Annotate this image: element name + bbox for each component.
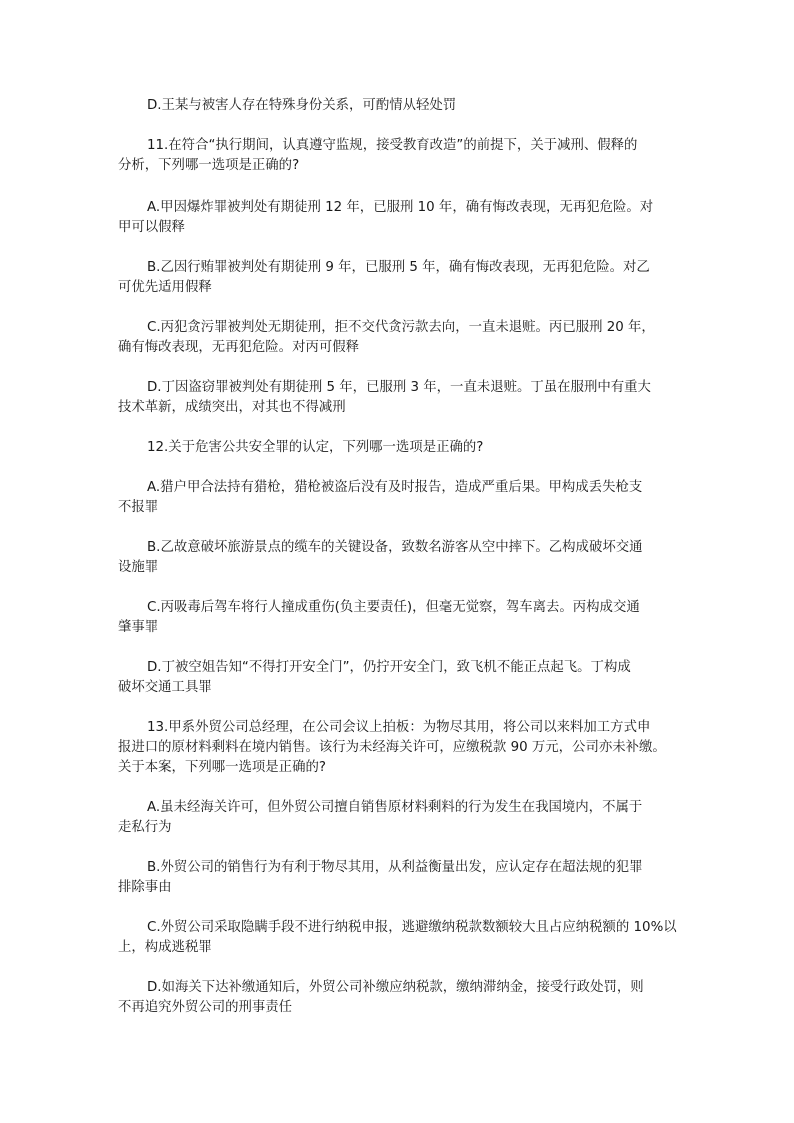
paragraph-line: 技术革新，成绩突出，对其也不得减刑 — [118, 400, 346, 415]
option-a-q12 — [118, 478, 698, 518]
option-a-q13 — [118, 798, 698, 838]
question-11 — [118, 136, 698, 176]
paragraph-line: 不再追究外贸公司的刑事责任 — [118, 1000, 293, 1015]
paragraph-line: 走私行为 — [118, 820, 172, 835]
paragraph-line: 排除事由 — [118, 880, 172, 895]
paragraph-line: 13.甲系外贸公司总经理，在公司会议上拍板：为物尽其用，将公司以来料加工方式申 — [147, 720, 651, 735]
option-d-q10 — [118, 96, 698, 116]
paragraph-line: B.乙故意破坏旅游景点的缆车的关键设备，致数名游客从空中摔下。乙构成破坏交通 — [147, 540, 643, 555]
paragraph-line: 报进口的原材料剩料在境内销售。该行为未经海关许可，应缴税款 90 万元，公司亦未补缴。 — [118, 740, 666, 755]
paragraph-line: 设施罪 — [118, 560, 159, 575]
option-a-q11 — [118, 198, 698, 238]
option-b-q13 — [118, 858, 698, 898]
paragraph-line: 11.在符合“执行期间，认真遵守监规，接受教育改造”的前提下，关于减刑、假释的 — [147, 138, 638, 153]
option-d-q12 — [118, 658, 698, 698]
option-d-q13 — [118, 978, 698, 1018]
paragraph-line: 分析，下列哪一选项是正确的? — [118, 158, 300, 173]
question-12 — [118, 438, 698, 458]
question-13 — [118, 718, 698, 778]
option-b-q12 — [118, 538, 698, 578]
paragraph-line: D.如海关下达补缴通知后，外贸公司补缴应纳税款，缴纳滞纳金，接受行政处罚，则 — [147, 980, 644, 995]
paragraph-line: B.外贸公司的销售行为有利于物尽其用，从利益衡量出发，应认定存在超法规的犯罪 — [147, 860, 643, 875]
paragraph-line: 肇事罪 — [118, 620, 159, 635]
paragraph-line: C.丙吸毒后驾车将行人撞成重伤(负主要责任)，但毫无觉察，驾车离去。丙构成交通 — [147, 600, 640, 615]
paragraph-line: A.虽未经海关许可，但外贸公司擅自销售原材料剩料的行为发生在我国境内，不属于 — [147, 800, 643, 815]
paragraph-line: 关于本案，下列哪一选项是正确的? — [118, 760, 326, 775]
paragraph-line: C.丙犯贪污罪被判处无期徒刑，拒不交代贪污款去向，一直未退赃。丙已服刑 20 年， — [147, 320, 655, 335]
paragraph-line: A.甲因爆炸罪被判处有期徒刑 12 年，已服刑 10 年，确有悔改表现，无再犯危险。对 — [147, 200, 654, 215]
paragraph-line: D.丁被空姐告知“不得打开安全门”，仍拧开安全门，致飞机不能正点起飞。丁构成 — [147, 660, 631, 675]
paragraph-line: 上，构成逃税罪 — [118, 940, 212, 955]
option-b-q11 — [118, 258, 698, 298]
option-c-q11 — [118, 318, 698, 358]
paragraph-line: B.乙因行贿罪被判处有期徒刑 9 年，已服刑 5 年，确有悔改表现，无再犯危险。对乙 — [147, 260, 650, 275]
paragraph-line: 确有悔改表现，无再犯危险。对丙可假释 — [118, 340, 360, 355]
paragraph-line: C.外贸公司采取隐瞒手段不进行纳税申报，逃避缴纳税款数额较大且占应纳税额的 10%以 — [147, 920, 677, 935]
paragraph-line: A.猎户甲合法持有猎枪，猎枪被盗后没有及时报告，造成严重后果。甲构成丢失枪支 — [147, 480, 643, 495]
paragraph-line: 可优先适用假释 — [118, 280, 212, 295]
option-c-q13 — [118, 918, 698, 958]
option-d-q11 — [118, 378, 698, 418]
paragraph-line: D.丁因盗窃罪被判处有期徒刑 5 年，已服刑 3 年，一直未退赃。丁虽在服刑中有重大 — [147, 380, 651, 395]
paragraph-line: 破坏交通工具罪 — [118, 680, 212, 695]
paragraph-line: 甲可以假释 — [118, 220, 185, 235]
paragraph-line: D.王某与被害人存在特殊身份关系，可酌情从轻处罚 — [147, 98, 457, 113]
paragraph-line: 不报罪 — [118, 500, 159, 515]
paragraph-line: 12.关于危害公共安全罪的认定，下列哪一选项是正确的? — [147, 440, 484, 455]
option-c-q12 — [118, 598, 698, 638]
